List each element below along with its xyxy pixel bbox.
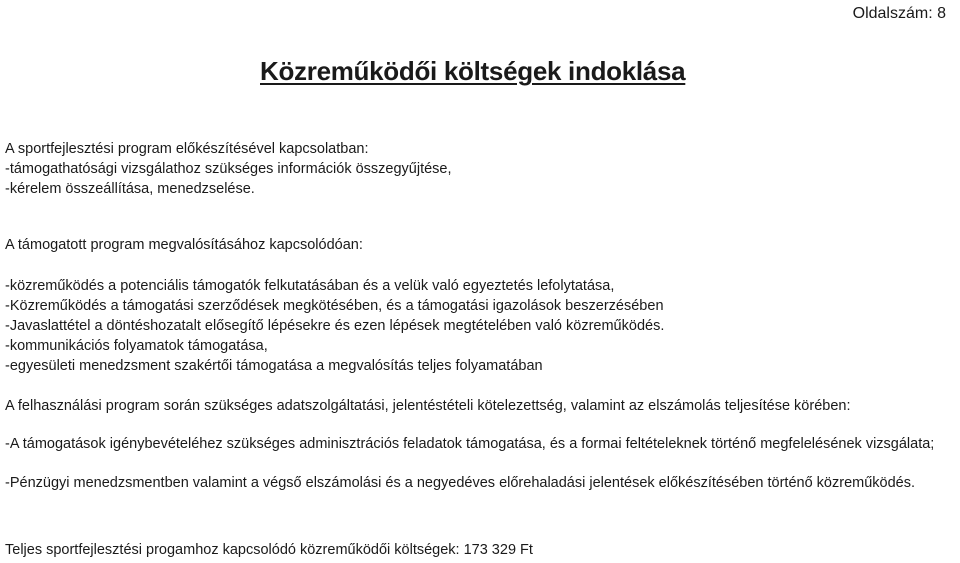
list-item: -A támogatások igénybevételéhez szükséges adminisztrációs feladatok támogatása, és a formai feltételeknek történő megfelelésének vizsgálata; [5, 436, 935, 452]
list-item: -egyesületi menedzsment szakértői támogatása a megvalósítás teljes folyamatában [5, 358, 543, 374]
page-number: Oldalszám: 8 [852, 5, 946, 22]
document-title: Közreműködői költségek indoklása [260, 56, 686, 86]
section-intro: A sportfejlesztési program előkészítésével kapcsolatban: [5, 141, 369, 157]
list-item: -közreműködés a potenciális támogatók felkutatásában és a velük való egyeztetés lefolytatása, [5, 278, 615, 294]
list-item: -támogathatósági vizsgálathoz szükséges információk összegyűjtése, [5, 161, 452, 177]
list-item: -Pénzügyi menedzsmentben valamint a végső elszámolási és a negyedéves előrehaladási jelentések előkészítésében történő közreműködés. [5, 475, 915, 491]
section-intro: A felhasználási program során szükséges adatszolgáltatási, jelentéstételi kötelezettség, valamint az elszámolás teljesítése körében: [5, 398, 851, 414]
list-item: -kérelem összeállítása, menedzselése. [5, 181, 255, 197]
list-item: -Javaslattétel a döntéshozatalt elősegítő lépésekre és ezen lépések megtételében való közreműködés. [5, 318, 665, 334]
list-item: -kommunikációs folyamatok támogatása, [5, 338, 268, 354]
section-intro: A támogatott program megvalósításához kapcsolódóan: [5, 237, 363, 253]
total-cost: Teljes sportfejlesztési progamhoz kapcsolódó közreműködői költségek: 173 329 Ft [5, 542, 533, 558]
list-item: -Közreműködés a támogatási szerződések megkötésében, és a támogatási igazolások beszerzésében [5, 298, 664, 314]
